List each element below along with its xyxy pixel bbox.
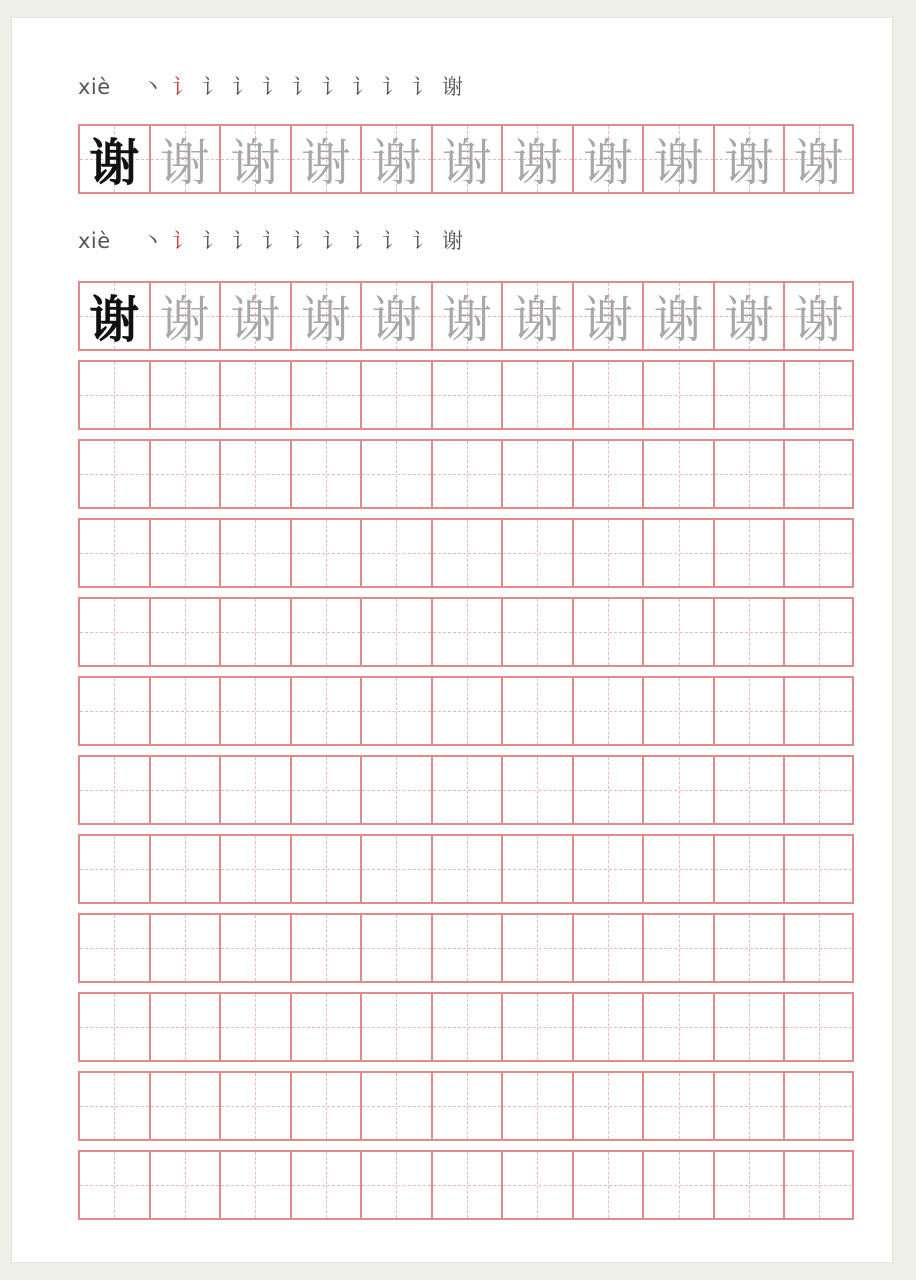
grid-cell bbox=[501, 1071, 572, 1141]
grid-cell bbox=[431, 1071, 502, 1141]
grid-cell bbox=[290, 992, 361, 1062]
trace-character: 谢 bbox=[441, 134, 492, 192]
grid-cell bbox=[431, 281, 502, 351]
grid-cell bbox=[783, 439, 854, 509]
grid-cell bbox=[290, 124, 361, 194]
grid-cell bbox=[149, 124, 220, 194]
grid-cell bbox=[713, 124, 784, 194]
grid-cell bbox=[360, 992, 431, 1062]
grid-cell bbox=[290, 518, 361, 588]
grid-cell bbox=[572, 439, 643, 509]
grid-cell bbox=[149, 913, 220, 983]
grid-cell bbox=[783, 992, 854, 1062]
grid-cell bbox=[783, 1150, 854, 1220]
grid-cell bbox=[572, 360, 643, 430]
grid-cell bbox=[78, 360, 149, 430]
grid-cell bbox=[783, 1071, 854, 1141]
grid-cell bbox=[360, 834, 431, 904]
stroke-step: 讠 bbox=[322, 75, 343, 99]
blank-row bbox=[78, 992, 854, 1062]
grid-cell bbox=[78, 1071, 149, 1141]
grid-cell bbox=[713, 1071, 784, 1141]
blank-row bbox=[78, 676, 854, 746]
grid-cell bbox=[572, 834, 643, 904]
model-row bbox=[78, 124, 854, 194]
worksheet-page bbox=[12, 18, 892, 1262]
model-row bbox=[78, 281, 854, 351]
pinyin-label: xiè bbox=[78, 75, 111, 99]
practice-grid-1 bbox=[78, 124, 854, 203]
trace-character: 谢 bbox=[512, 134, 563, 192]
trace-character: 谢 bbox=[441, 291, 492, 349]
grid-cell bbox=[642, 439, 713, 509]
grid-cell bbox=[219, 1150, 290, 1220]
grid-cell bbox=[431, 1150, 502, 1220]
grid-cell bbox=[219, 1071, 290, 1141]
blank-row bbox=[78, 834, 854, 904]
grid-cell bbox=[501, 913, 572, 983]
grid-cell bbox=[783, 281, 854, 351]
grid-cell bbox=[290, 281, 361, 351]
grid-cell bbox=[149, 360, 220, 430]
blank-row bbox=[78, 755, 854, 825]
grid-cell bbox=[713, 360, 784, 430]
grid-cell bbox=[78, 755, 149, 825]
grid-cell bbox=[290, 360, 361, 430]
trace-character: 谢 bbox=[300, 134, 351, 192]
trace-character: 谢 bbox=[371, 291, 422, 349]
grid-cell bbox=[360, 439, 431, 509]
grid-cell bbox=[219, 518, 290, 588]
stroke-step: 讠 bbox=[232, 229, 253, 253]
grid-cell bbox=[713, 281, 784, 351]
grid-cell bbox=[501, 360, 572, 430]
grid-cell bbox=[149, 676, 220, 746]
stroke-order-line-1 bbox=[78, 70, 472, 104]
grid-cell bbox=[431, 439, 502, 509]
grid-cell bbox=[290, 1071, 361, 1141]
grid-cell bbox=[149, 518, 220, 588]
grid-cell bbox=[572, 992, 643, 1062]
grid-cell bbox=[290, 1150, 361, 1220]
stroke-step: 讠 bbox=[382, 229, 403, 253]
grid-cell bbox=[431, 124, 502, 194]
grid-cell bbox=[360, 281, 431, 351]
trace-character: 谢 bbox=[653, 291, 704, 349]
grid-cell bbox=[642, 518, 713, 588]
grid-cell bbox=[572, 1071, 643, 1141]
grid-cell bbox=[501, 124, 572, 194]
grid-cell bbox=[290, 834, 361, 904]
grid-cell bbox=[219, 439, 290, 509]
grid-cell bbox=[149, 755, 220, 825]
grid-cell bbox=[713, 676, 784, 746]
grid-cell bbox=[360, 360, 431, 430]
grid-cell bbox=[360, 755, 431, 825]
grid-cell bbox=[501, 676, 572, 746]
grid-cell bbox=[642, 913, 713, 983]
blank-row bbox=[78, 518, 854, 588]
trace-character: 谢 bbox=[793, 134, 844, 192]
grid-cell bbox=[78, 281, 149, 351]
stroke-step: 谢 bbox=[442, 75, 463, 99]
stroke-step: 讠 bbox=[262, 75, 283, 99]
grid-cell bbox=[501, 518, 572, 588]
grid-cell bbox=[783, 124, 854, 194]
grid-cell bbox=[78, 676, 149, 746]
grid-cell bbox=[149, 281, 220, 351]
blank-row bbox=[78, 1150, 854, 1220]
grid-cell bbox=[501, 834, 572, 904]
grid-cell bbox=[360, 518, 431, 588]
grid-cell bbox=[642, 597, 713, 667]
grid-cell bbox=[572, 597, 643, 667]
grid-cell bbox=[783, 913, 854, 983]
grid-cell bbox=[219, 281, 290, 351]
grid-cell bbox=[290, 913, 361, 983]
grid-cell bbox=[501, 755, 572, 825]
grid-cell bbox=[78, 124, 149, 194]
grid-cell bbox=[642, 124, 713, 194]
grid-cell bbox=[713, 755, 784, 825]
grid-cell bbox=[501, 597, 572, 667]
trace-character: 谢 bbox=[159, 291, 210, 349]
grid-cell bbox=[783, 834, 854, 904]
model-character: 谢 bbox=[89, 133, 140, 192]
grid-cell bbox=[149, 597, 220, 667]
grid-cell bbox=[290, 676, 361, 746]
grid-cell bbox=[431, 518, 502, 588]
stroke-step: 讠 bbox=[292, 75, 313, 99]
blank-row bbox=[78, 1071, 854, 1141]
grid-cell bbox=[219, 360, 290, 430]
grid-cell bbox=[360, 913, 431, 983]
grid-cell bbox=[713, 834, 784, 904]
stroke-step: 讠 bbox=[322, 229, 343, 253]
grid-cell bbox=[149, 1150, 220, 1220]
grid-cell bbox=[219, 992, 290, 1062]
stroke-step: 讠 bbox=[172, 75, 193, 99]
stroke-step: 讠 bbox=[412, 75, 433, 99]
model-character: 谢 bbox=[89, 290, 140, 349]
trace-character: 谢 bbox=[582, 134, 633, 192]
grid-cell bbox=[501, 439, 572, 509]
grid-cell bbox=[431, 597, 502, 667]
trace-character: 谢 bbox=[230, 134, 281, 192]
stroke-step: 丶 bbox=[142, 75, 163, 99]
grid-cell bbox=[572, 518, 643, 588]
grid-cell bbox=[783, 518, 854, 588]
grid-cell bbox=[78, 597, 149, 667]
grid-cell bbox=[290, 439, 361, 509]
trace-character: 谢 bbox=[793, 291, 844, 349]
grid-cell bbox=[360, 597, 431, 667]
grid-cell bbox=[149, 992, 220, 1062]
stroke-step: 讠 bbox=[352, 229, 373, 253]
stroke-step: 讠 bbox=[382, 75, 403, 99]
grid-cell bbox=[78, 439, 149, 509]
blank-row bbox=[78, 439, 854, 509]
blank-row bbox=[78, 597, 854, 667]
blank-row bbox=[78, 360, 854, 430]
stroke-step: 讠 bbox=[412, 229, 433, 253]
stroke-step: 讠 bbox=[202, 75, 223, 99]
grid-cell bbox=[219, 913, 290, 983]
grid-cell bbox=[572, 1150, 643, 1220]
grid-cell bbox=[713, 992, 784, 1062]
grid-cell bbox=[431, 992, 502, 1062]
practice-grid-2 bbox=[78, 281, 854, 1229]
grid-cell bbox=[783, 360, 854, 430]
stroke-step: 讠 bbox=[202, 229, 223, 253]
stroke-step: 讠 bbox=[232, 75, 253, 99]
grid-cell bbox=[501, 281, 572, 351]
grid-cell bbox=[642, 834, 713, 904]
grid-cell bbox=[360, 1150, 431, 1220]
trace-character: 谢 bbox=[371, 134, 422, 192]
grid-cell bbox=[783, 755, 854, 825]
grid-cell bbox=[431, 913, 502, 983]
grid-cell bbox=[642, 755, 713, 825]
stroke-step: 讠 bbox=[292, 229, 313, 253]
grid-cell bbox=[431, 834, 502, 904]
grid-cell bbox=[642, 281, 713, 351]
grid-cell bbox=[78, 913, 149, 983]
trace-character: 谢 bbox=[724, 134, 775, 192]
grid-cell bbox=[572, 913, 643, 983]
grid-cell bbox=[783, 597, 854, 667]
grid-cell bbox=[713, 439, 784, 509]
grid-cell bbox=[219, 676, 290, 746]
trace-character: 谢 bbox=[300, 291, 351, 349]
pinyin-label: xiè bbox=[78, 229, 111, 253]
grid-cell bbox=[713, 1150, 784, 1220]
grid-cell bbox=[290, 597, 361, 667]
grid-cell bbox=[642, 1150, 713, 1220]
grid-cell bbox=[149, 834, 220, 904]
stroke-step: 谢 bbox=[442, 229, 463, 253]
trace-character: 谢 bbox=[582, 291, 633, 349]
grid-cell bbox=[431, 676, 502, 746]
grid-cell bbox=[783, 676, 854, 746]
grid-cell bbox=[713, 913, 784, 983]
grid-cell bbox=[642, 992, 713, 1062]
grid-cell bbox=[572, 281, 643, 351]
grid-cell bbox=[219, 834, 290, 904]
stroke-step: 讠 bbox=[262, 229, 283, 253]
grid-cell bbox=[78, 518, 149, 588]
grid-cell bbox=[360, 676, 431, 746]
grid-cell bbox=[572, 676, 643, 746]
grid-cell bbox=[431, 360, 502, 430]
blank-practice-rows bbox=[78, 360, 854, 1220]
grid-cell bbox=[642, 676, 713, 746]
grid-cell bbox=[78, 1150, 149, 1220]
grid-cell bbox=[572, 755, 643, 825]
grid-cell bbox=[501, 992, 572, 1062]
blank-row bbox=[78, 913, 854, 983]
trace-character: 谢 bbox=[653, 134, 704, 192]
grid-cell bbox=[219, 755, 290, 825]
stroke-order-line-2 bbox=[78, 224, 472, 258]
trace-character: 谢 bbox=[724, 291, 775, 349]
grid-cell bbox=[642, 360, 713, 430]
grid-cell bbox=[78, 992, 149, 1062]
grid-cell bbox=[290, 755, 361, 825]
grid-cell bbox=[713, 597, 784, 667]
grid-cell bbox=[360, 1071, 431, 1141]
grid-cell bbox=[360, 124, 431, 194]
grid-cell bbox=[713, 518, 784, 588]
grid-cell bbox=[78, 834, 149, 904]
stroke-step: 丶 bbox=[142, 229, 163, 253]
trace-character: 谢 bbox=[230, 291, 281, 349]
grid-cell bbox=[642, 1071, 713, 1141]
stroke-step: 讠 bbox=[352, 75, 373, 99]
grid-cell bbox=[149, 439, 220, 509]
grid-cell bbox=[219, 597, 290, 667]
grid-cell bbox=[501, 1150, 572, 1220]
grid-cell bbox=[219, 124, 290, 194]
grid-cell bbox=[431, 755, 502, 825]
stroke-step: 讠 bbox=[172, 229, 193, 253]
trace-character: 谢 bbox=[512, 291, 563, 349]
grid-cell bbox=[572, 124, 643, 194]
trace-character: 谢 bbox=[159, 134, 210, 192]
grid-cell bbox=[149, 1071, 220, 1141]
